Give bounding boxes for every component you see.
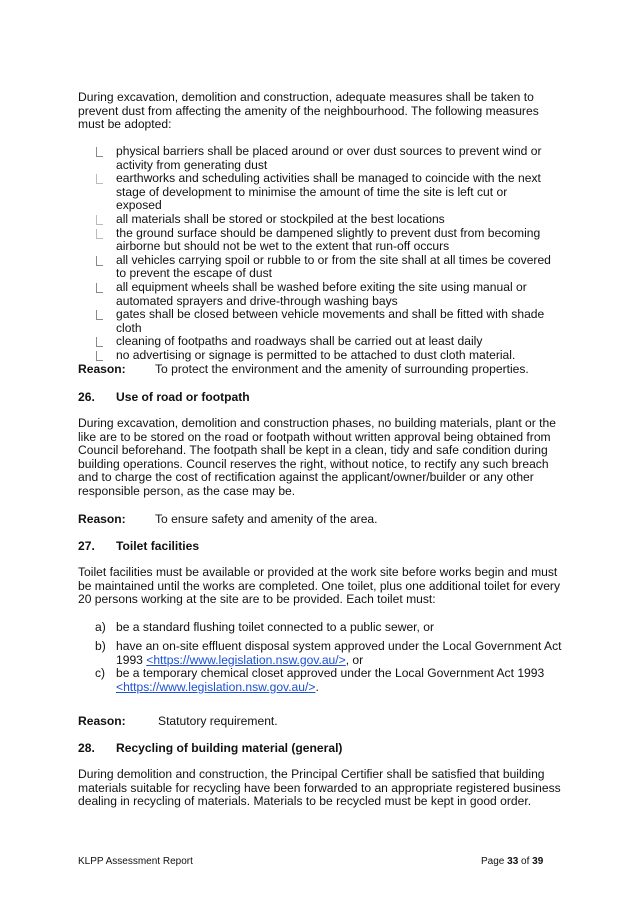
footer-page-counter — [481, 856, 543, 867]
reason-text: Statutory requirement. — [158, 714, 278, 728]
list-item — [94, 308, 554, 335]
bullet-icon — [96, 337, 103, 347]
list-item — [94, 227, 554, 254]
list-letter: a) — [95, 620, 106, 634]
bullet-icon — [96, 147, 103, 157]
list-item-text: cleaning of footpaths and roadways shall be carried out at least daily — [116, 334, 483, 349]
intro-paragraph: During excavation, demolition and construction, adequate measures shall be taken to prevent dust from affecting the amenity of the neighbourhood. The following measures must be adopted: — [78, 90, 539, 132]
list-item — [95, 667, 565, 694]
list-item-text: physical barriers shall be placed around or over dust sources to prevent wind or activity from generating dust — [116, 144, 542, 172]
section-body: Toilet facilities must be available or provided at the work site before works begin and must be maintained until the works are completed. One toilet, plus one additional toilet for every 20 persons working at the site are to be provided. Each toilet must: — [78, 565, 561, 607]
list-item-text: the ground surface should be dampened slightly to prevent dust from becoming airborne but should not be wet to the extent that run-off occurs — [116, 225, 541, 254]
page-total: 39 — [532, 856, 544, 867]
list-item — [94, 172, 554, 213]
reason-label: Reason: — [78, 512, 126, 526]
section-title: Recycling of building material (general) — [116, 741, 343, 755]
list-item — [94, 349, 554, 363]
bullet-icon — [96, 215, 103, 225]
list-item — [94, 213, 554, 227]
reason-text: To protect the environment and the amenity of surrounding properties. — [155, 362, 529, 376]
reason-label: Reason: — [78, 714, 126, 728]
list-item-text: have an on-site effluent disposal system approved under the Local Government Act 1993 — [116, 639, 562, 667]
list-letter: c) — [95, 666, 106, 681]
of-word: of — [518, 856, 533, 867]
toilet-options-list — [95, 640, 565, 694]
section-body: During excavation, demolition and construction phases, no building materials, plant or the like are to be stored on the road or footpath without written approval being obtained from Council beforehand. The footpath shall be kept in a clean, tidy and safe condition during building operations. Council reserves the right, without notice, to rectify any such breach and to charge the cost of rectification against the applicant/owner/builder or any other responsible person, as the case may be. — [78, 416, 556, 498]
list-item-text: all equipment wheels shall be washed before exiting the site using manual or automated sprayers and drive-through washing bays — [116, 279, 527, 308]
section-title: Toilet facilities — [116, 539, 200, 553]
bullet-icon — [96, 310, 103, 320]
list-item-text: no advertising or signage is permitted to be attached to dust cloth material. — [116, 347, 516, 362]
footer-report-name: KLPP Assessment Report — [78, 856, 193, 867]
page-word: Page — [481, 856, 508, 867]
bullet-icon — [96, 174, 103, 184]
legislation-link[interactable]: <https://www.legislation.nsw.gov.au/> — [146, 652, 346, 667]
legislation-link[interactable]: <https://www.legislation.nsw.gov.au/> — [116, 679, 316, 694]
list-item-text: all materials shall be stored or stockpiled at the best locations — [116, 211, 445, 226]
section-number: 28. — [78, 741, 95, 755]
section-title: Use of road or footpath — [116, 390, 250, 404]
list-item — [94, 281, 554, 308]
list-item-text: earthworks and scheduling activities shall be managed to coincide with the next stage of development to minimise the amount of time the site is left cut or exposed — [116, 171, 541, 213]
bullet-icon — [96, 256, 103, 266]
list-item-text: be a standard flushing toilet connected to a public sewer, or — [116, 620, 434, 634]
list-item-suffix: . — [315, 679, 319, 694]
reason-label: Reason: — [78, 362, 126, 376]
list-item — [94, 145, 554, 172]
reason-text: To ensure safety and amenity of the area. — [155, 512, 378, 526]
section-number: 26. — [78, 390, 95, 404]
toilet-options-list — [95, 621, 565, 635]
list-item — [95, 640, 565, 667]
section-body: During demolition and construction, the Principal Certifier shall be satisfied that building materials suitable for recycling have been forwarded to an appropriate registered business dealing in recycling of materials. Materials to be recycled must be kept in good order. — [78, 767, 561, 809]
bullet-icon — [96, 283, 103, 293]
section-number: 27. — [78, 539, 95, 553]
list-item-text: gates shall be closed between vehicle movements and shall be fitted with shade cloth — [116, 307, 545, 335]
list-item-text: be a temporary chemical closet approved under the Local Government Act 1993 — [116, 666, 545, 681]
list-letter: b) — [95, 639, 106, 653]
list-item — [95, 621, 565, 635]
bullet-icon — [96, 351, 103, 361]
list-item — [94, 335, 554, 349]
page-number: 33 — [507, 856, 519, 867]
list-item — [94, 254, 554, 281]
list-item-suffix: , or — [345, 652, 364, 667]
dust-measures-list — [94, 145, 554, 363]
list-item-text: all vehicles carrying spoil or rubble to or from the site shall at all times be covered to prevent the escape of dust — [116, 252, 551, 281]
bullet-icon — [96, 229, 103, 239]
